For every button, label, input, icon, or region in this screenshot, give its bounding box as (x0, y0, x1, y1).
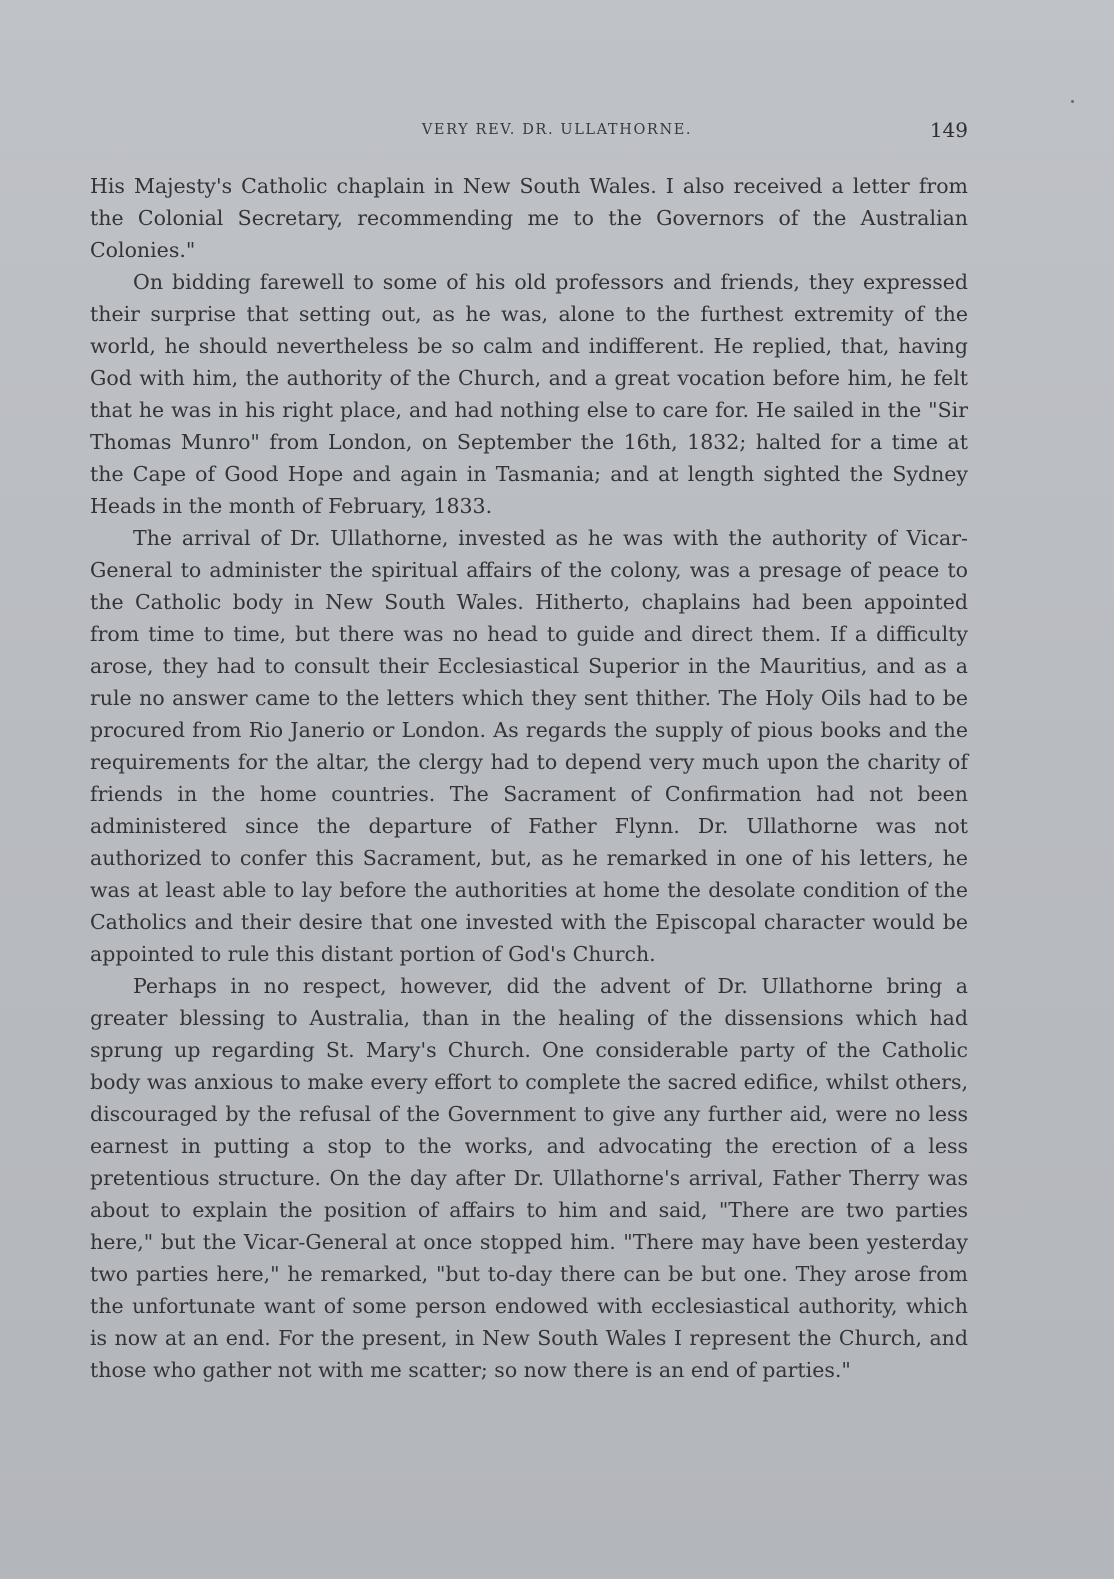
page-number: 149 (929, 118, 968, 142)
running-head (0, 118, 1114, 148)
paragraph: On bidding farewell to some of his old professors and friends, they expressed their surprise that setting out, as he was, alone to the furthest extremity of the world, he should nevertheless be so calm and indifferent. He replied, that, having God with him, the authority of the Church, and a great vocation before him, he felt that he was in his right place, and had nothing else to care for. He sailed in the "Sir Thomas Munro" from London, on September the 16th, 1832; halted for a time at the Cape of Good Hope and again in Tasmania; and at length sighted the Sydney Heads in the month of February, 1833. (90, 270, 968, 518)
paragraph: Perhaps in no respect, however, did the advent of Dr. Ullathorne bring a greater blessing to Australia, than in the healing of the dissensions which had sprung up regarding St. Mary's Church. One considerable party of the Catholic body was anxious to make every effort to complete the sacred edifice, whilst others, discouraged by the refusal of the Government to give any further aid, were no less earnest in putting a stop to the works, and advocating the erection of a less pretentious structure. On the day after Dr. Ullathorne's arrival, Father Therry was about to explain the position of affairs to him and said, "There are two parties here," but the Vicar-General at once stopped him. "There may have been yesterday two parties here," he remarked, "but to-day there can be but one. They arose from the unfortunate want of some person endowed with ecclesiastical authority, which is now at an end. For the present, in New South Wales I represent the Church, and those who gather not with me scatter; so now there is an end of parties." (90, 974, 968, 1382)
running-title: VERY REV. DR. ULLATHORNE. (421, 122, 693, 138)
paragraph-continuation: His Majesty's Catholic chaplain in New South Wales. I also received a letter from the Colonial Secretary, recommending me to the Governors of the Australian Colonies." (90, 174, 968, 262)
page-mark (1071, 100, 1074, 103)
body-text (90, 170, 968, 1386)
paragraph: The arrival of Dr. Ullathorne, invested as he was with the authority of Vicar-General to administer the spiritual affairs of the colony, was a presage of peace to the Catholic body in New South Wales. Hitherto, chaplains had been appointed from time to time, but there was no head to guide and direct them. If a difficulty arose, they had to consult their Ecclesiastical Superior in the Mauritius, and as a rule no answer came to the letters which they sent thither. The Holy Oils had to be procured from Rio Janerio or London. As regards the supply of pious books and the requirements for the altar, the clergy had to depend very much upon the charity of friends in the home countries. The Sacrament of Confirmation had not been administered since the departure of Father Flynn. Dr. Ullathorne was not authorized to confer this Sacrament, but, as he remarked in one of his letters, he was at least able to lay before the authorities at home the desolate condition of the Catholics and their desire that one invested with the Episcopal character would be appointed to rule this distant portion of God's Church. (90, 526, 968, 966)
